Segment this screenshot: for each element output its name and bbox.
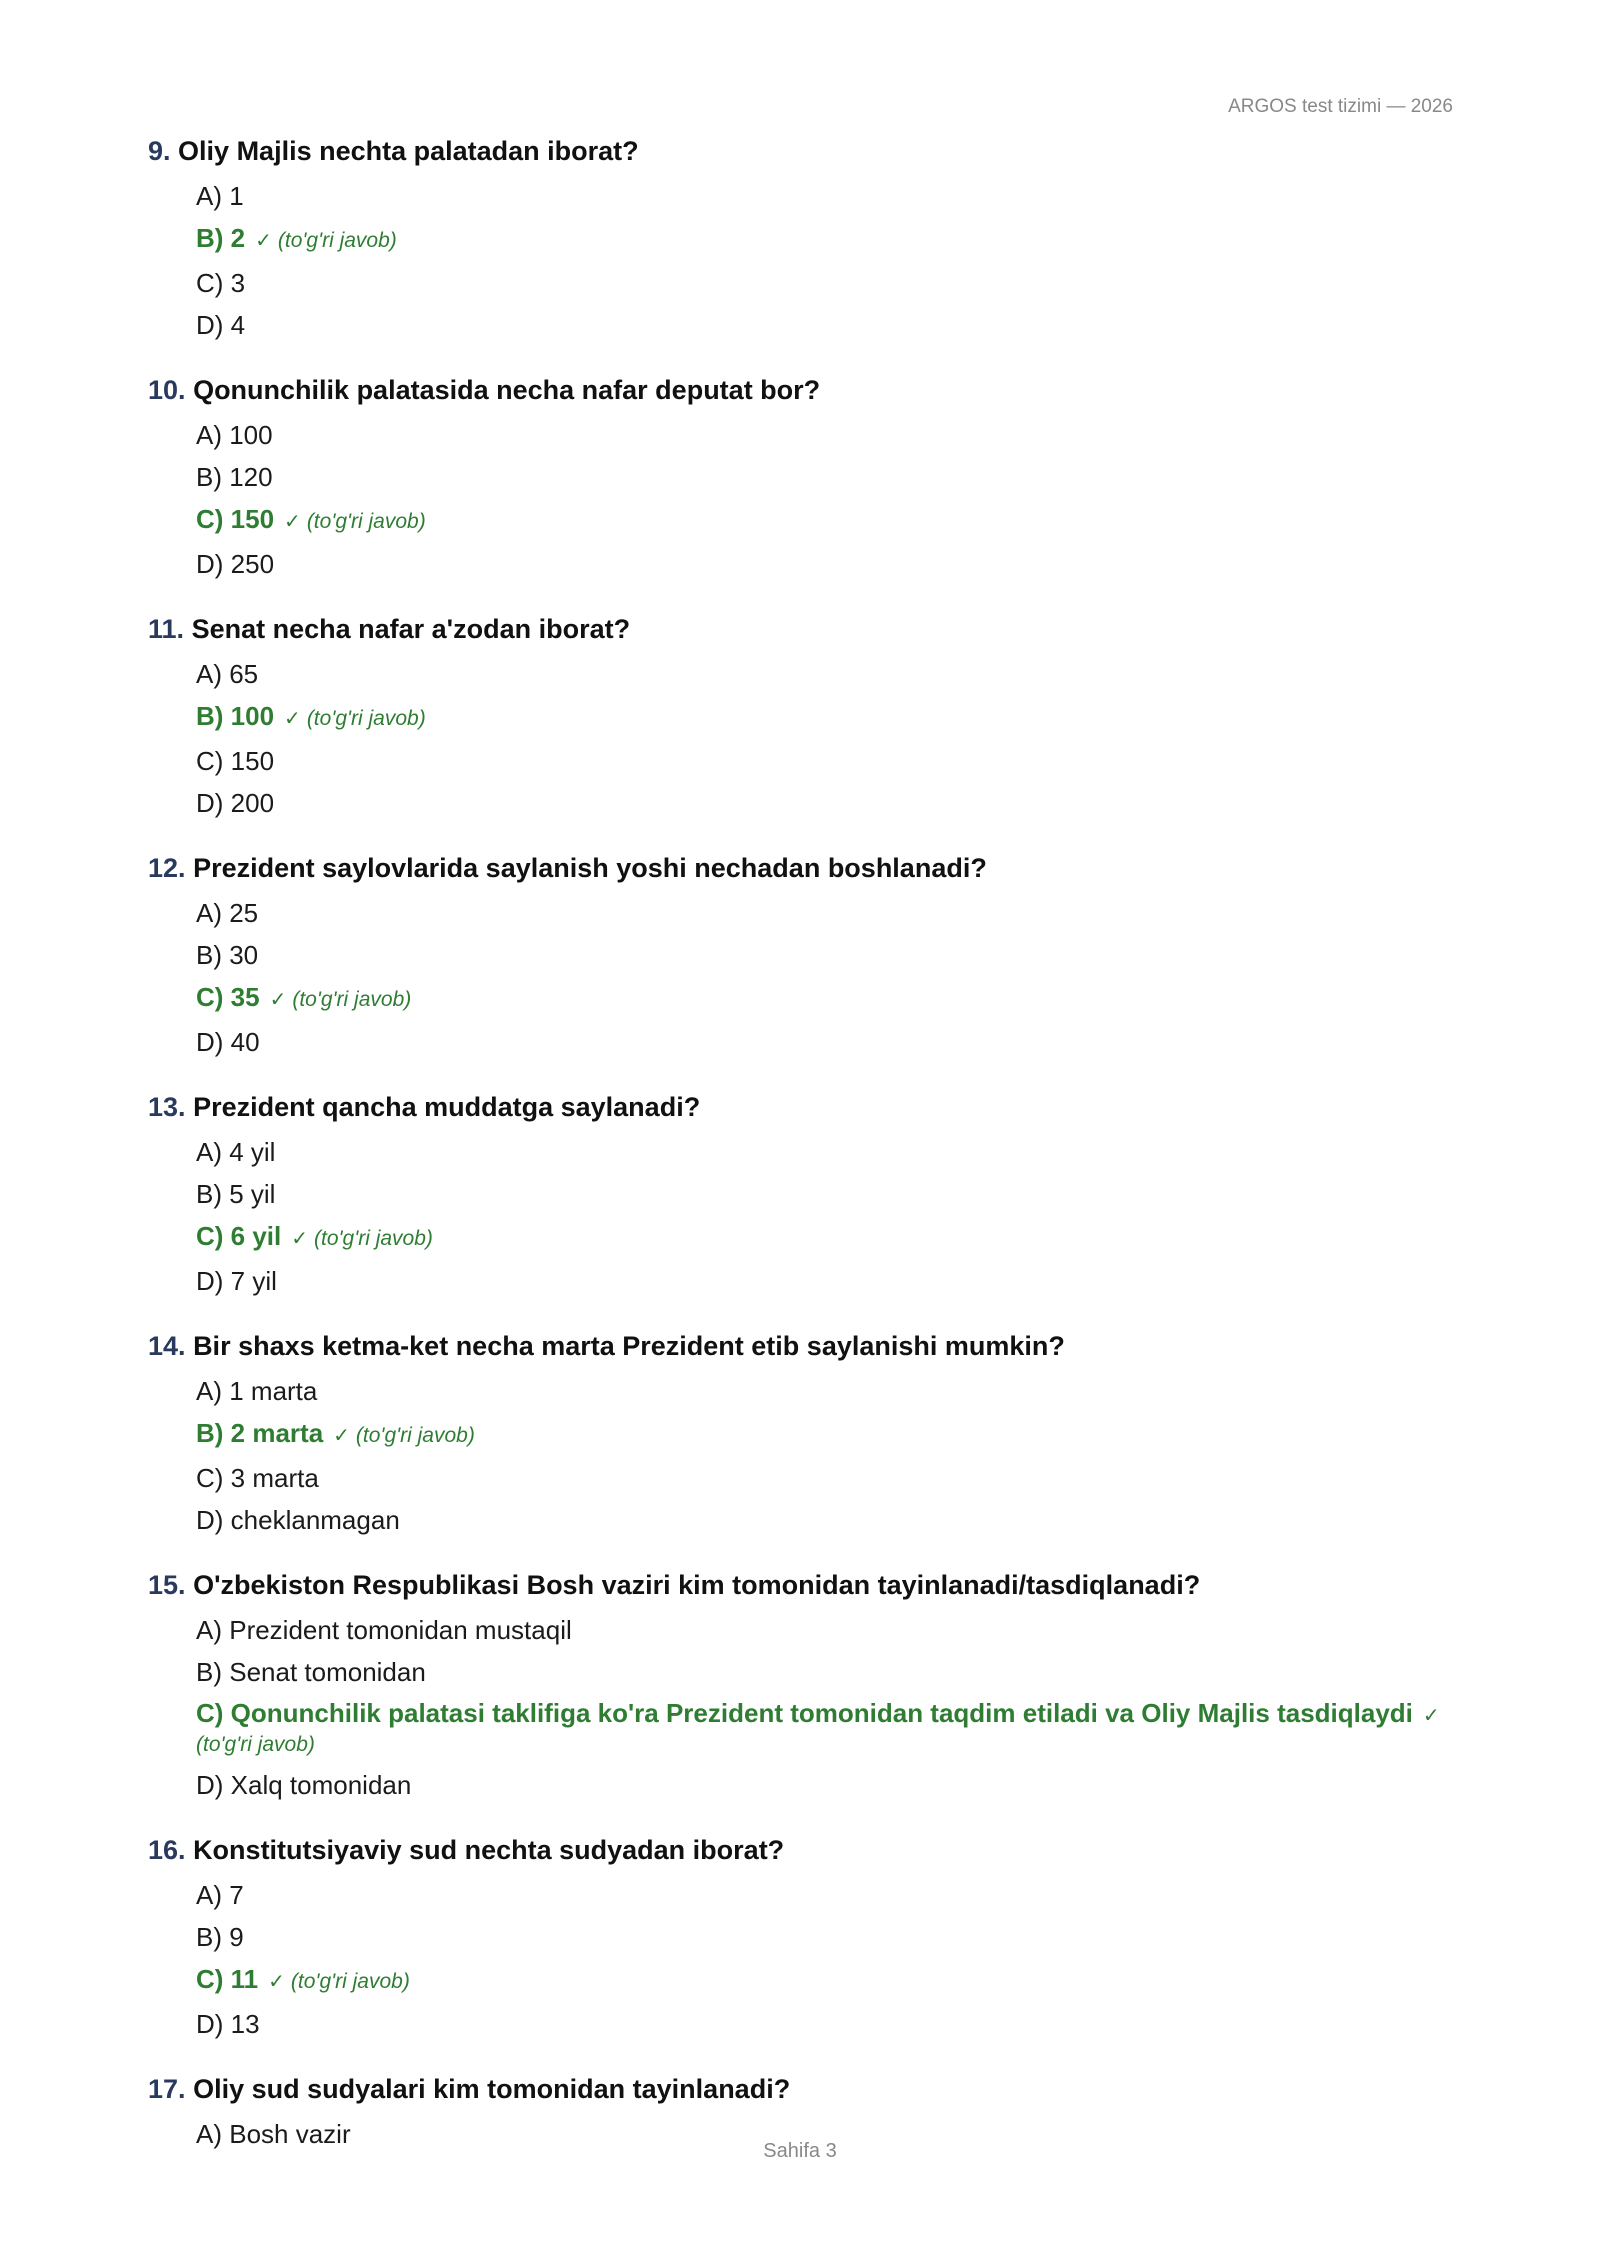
option-text: B) 2 bbox=[196, 223, 246, 253]
correct-answer-note: (to'g'ri javob) bbox=[292, 988, 412, 1011]
question-number: 12. bbox=[148, 853, 186, 883]
correct-answer-note: (to'g'ri javob) bbox=[290, 1970, 410, 1993]
question-body: Qonunchilik palatasida necha nafar deputat bor? bbox=[193, 375, 821, 405]
answer-option bbox=[148, 1874, 1468, 1916]
answer-option-correct bbox=[148, 498, 1468, 543]
question-number: 10. bbox=[148, 375, 186, 405]
page-footer: Sahifa 3 bbox=[763, 2140, 837, 2162]
answer-option-correct bbox=[148, 1693, 1468, 1764]
answer-option bbox=[148, 782, 1468, 824]
answer-option bbox=[148, 456, 1468, 498]
option-text: D) 13 bbox=[196, 2009, 260, 2039]
answer-option-correct bbox=[148, 1958, 1468, 2003]
correct-answer-note: (to'g'ri javob) bbox=[355, 1424, 475, 1447]
option-text: C) 11 bbox=[196, 1964, 259, 1994]
question-body: Prezident qancha muddatga saylanadi? bbox=[193, 1092, 701, 1122]
correct-answer-note: (to'g'ri javob) bbox=[306, 510, 426, 533]
option-text: B) 100 bbox=[196, 701, 275, 731]
answer-option bbox=[148, 892, 1468, 934]
question-body: Bir shaxs ketma-ket necha marta Prezident etib saylanishi mumkin? bbox=[193, 1331, 1065, 1361]
option-text: B) 9 bbox=[196, 1922, 244, 1952]
question-number: 9. bbox=[148, 136, 171, 166]
question-number: 15. bbox=[148, 1570, 186, 1600]
answer-option bbox=[148, 2003, 1468, 2045]
answer-option bbox=[148, 262, 1468, 304]
question-text bbox=[148, 610, 1468, 648]
question-body: Prezident saylovlarida saylanish yoshi nechadan boshlanadi? bbox=[193, 853, 987, 883]
question-item bbox=[148, 132, 1468, 346]
question-body: Oliy sud sudyalari kim tomonidan tayinlanadi? bbox=[193, 2074, 791, 2104]
answer-option bbox=[148, 1370, 1468, 1412]
check-icon: ✓ bbox=[284, 708, 301, 730]
option-text: A) 100 bbox=[196, 420, 273, 450]
option-text: B) 120 bbox=[196, 462, 273, 492]
answer-option bbox=[148, 1457, 1468, 1499]
option-text: B) Senat tomonidan bbox=[196, 1657, 426, 1687]
correct-answer-note: (to'g'ri javob) bbox=[306, 707, 426, 730]
option-text: D) 200 bbox=[196, 788, 275, 818]
option-text: C) 6 yil bbox=[196, 1221, 282, 1251]
correct-answer-note: (to'g'ri javob) bbox=[277, 229, 397, 252]
option-text: C) 35 bbox=[196, 982, 260, 1012]
question-number: 13. bbox=[148, 1092, 186, 1122]
question-item bbox=[148, 1327, 1468, 1541]
check-icon: ✓ bbox=[255, 230, 272, 252]
option-text: A) 65 bbox=[196, 659, 259, 689]
question-text bbox=[148, 1088, 1468, 1126]
option-text: A) Bosh vazir bbox=[196, 2119, 351, 2149]
answer-option bbox=[148, 1764, 1468, 1806]
question-list bbox=[148, 132, 1468, 2180]
question-text bbox=[148, 2070, 1468, 2108]
option-text: B) 5 yil bbox=[196, 1179, 276, 1209]
answer-option-correct bbox=[148, 1215, 1468, 1260]
option-text: D) 40 bbox=[196, 1027, 260, 1057]
answer-option-correct bbox=[148, 976, 1468, 1021]
question-text bbox=[148, 1831, 1468, 1869]
answer-option bbox=[148, 1173, 1468, 1215]
correct-answer-note: (to'g'ri javob) bbox=[314, 1227, 433, 1250]
question-text bbox=[148, 849, 1468, 887]
answer-option bbox=[148, 1916, 1468, 1958]
answer-option bbox=[148, 543, 1468, 585]
check-icon: ✓ bbox=[1422, 1705, 1440, 1727]
check-icon: ✓ bbox=[269, 989, 287, 1011]
option-text: D) Xalq tomonidan bbox=[196, 1770, 412, 1800]
correct-answer-note: (to'g'ri javob) bbox=[196, 1733, 315, 1756]
answer-option bbox=[148, 1609, 1468, 1651]
answer-option bbox=[148, 1260, 1468, 1302]
check-icon: ✓ bbox=[291, 1228, 309, 1250]
option-text: D) cheklanmagan bbox=[196, 1505, 400, 1535]
option-text: D) 250 bbox=[196, 549, 275, 579]
option-text: C) 3 bbox=[196, 268, 246, 298]
question-text bbox=[148, 371, 1468, 409]
question-number: 14. bbox=[148, 1331, 186, 1361]
question-item bbox=[148, 849, 1468, 1063]
question-number: 16. bbox=[148, 1835, 186, 1865]
option-text: C) 150 bbox=[196, 746, 275, 776]
option-text: A) 1 bbox=[196, 181, 244, 211]
answer-option bbox=[148, 1131, 1468, 1173]
option-text: A) Prezident tomonidan mustaqil bbox=[196, 1615, 572, 1645]
check-icon: ✓ bbox=[284, 511, 301, 533]
answer-option bbox=[148, 1499, 1468, 1541]
question-item bbox=[148, 610, 1468, 824]
question-text bbox=[148, 1566, 1468, 1604]
option-text: C) Qonunchilik palatasi taklifiga ko'ra Prezident tomonidan taqdim etiladi va Oliy Majlis tasdiqlaydi bbox=[196, 1698, 1413, 1728]
question-number: 17. bbox=[148, 2074, 186, 2104]
option-text: C) 3 marta bbox=[196, 1463, 319, 1493]
question-text bbox=[148, 132, 1468, 170]
answer-option bbox=[148, 740, 1468, 782]
option-text: A) 7 bbox=[196, 1880, 244, 1910]
option-text: A) 25 bbox=[196, 898, 259, 928]
answer-option-correct bbox=[148, 695, 1468, 740]
option-text: D) 4 bbox=[196, 310, 246, 340]
option-text: C) 150 bbox=[196, 504, 275, 534]
option-text: B) 30 bbox=[196, 940, 259, 970]
question-item bbox=[148, 371, 1468, 585]
option-text: B) 2 marta bbox=[196, 1418, 324, 1448]
page-header: ARGOS test tizimi — 2026 bbox=[1228, 96, 1453, 117]
answer-option bbox=[148, 934, 1468, 976]
question-body: O'zbekiston Respublikasi Bosh vaziri kim tomonidan tayinlanadi/tasdiqlanadi? bbox=[193, 1570, 1201, 1600]
answer-option-correct bbox=[148, 1412, 1468, 1457]
question-item bbox=[148, 1566, 1468, 1806]
option-text: A) 1 marta bbox=[196, 1376, 318, 1406]
answer-option bbox=[148, 653, 1468, 695]
question-item bbox=[148, 1831, 1468, 2045]
answer-option bbox=[148, 304, 1468, 346]
question-body: Konstitutsiyaviy sud nechta sudyadan iborat? bbox=[193, 1835, 785, 1865]
answer-option bbox=[148, 175, 1468, 217]
answer-option bbox=[148, 1651, 1468, 1693]
question-body: Oliy Majlis nechta palatadan iborat? bbox=[178, 136, 639, 166]
check-icon: ✓ bbox=[268, 1971, 285, 1993]
answer-option bbox=[148, 414, 1468, 456]
option-text: D) 7 yil bbox=[196, 1266, 277, 1296]
question-text bbox=[148, 1327, 1468, 1365]
question-body: Senat necha nafar a'zodan iborat? bbox=[191, 614, 631, 644]
question-number: 11. bbox=[148, 614, 185, 644]
answer-option-correct bbox=[148, 217, 1468, 262]
option-text: A) 4 yil bbox=[196, 1137, 276, 1167]
check-icon: ✓ bbox=[333, 1425, 350, 1447]
question-item bbox=[148, 1088, 1468, 1302]
answer-option bbox=[148, 1021, 1468, 1063]
